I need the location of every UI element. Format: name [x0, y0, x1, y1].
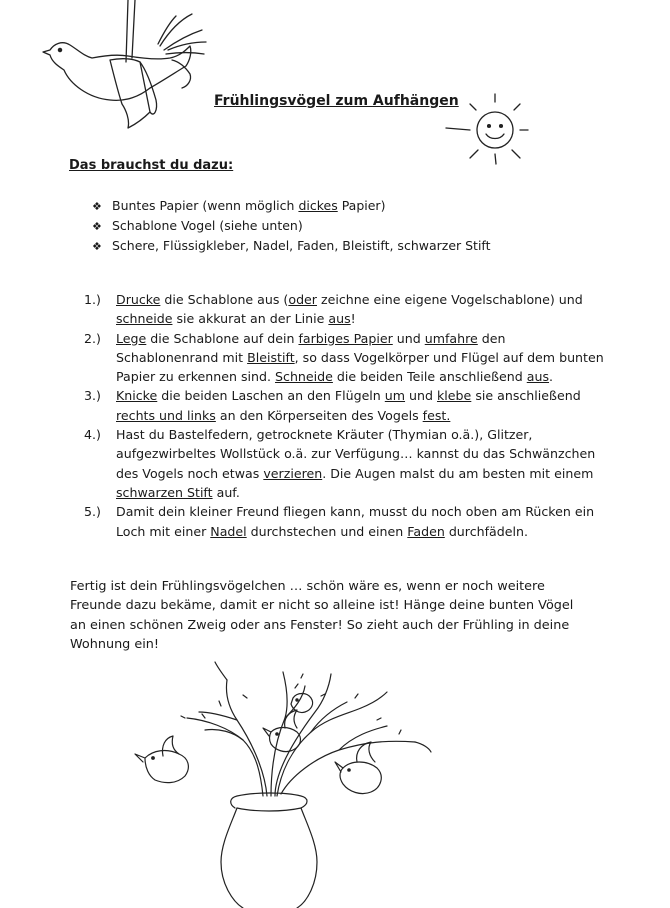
sun-illustration	[440, 88, 530, 173]
materials-heading: Das brauchst du dazu:	[69, 158, 234, 173]
step-item	[84, 290, 604, 329]
closing-paragraph: Fertig ist dein Frühlingsvögelchen … schön wäre es, wenn er noch weitere Freunde dazu bekäme, damit er nicht so alleine ist! Hänge deine bunten Vögel an einen schönen Zweig oder ans Fenster! So zieht auch der Frühling in deine Wohnung ein!	[70, 579, 574, 653]
material-emphasis: dickes	[298, 198, 338, 213]
step-number: 3.)	[84, 388, 101, 404]
vase-branches-birds-illustration	[125, 658, 435, 908]
step-text: Knicke die beiden Laschen an den Flügeln um und klebe sie anschließend rechts und links an den Körperseiten des Vogels fest.	[116, 388, 581, 423]
bullet-icon: ❖	[92, 200, 102, 213]
step-number: 2.)	[84, 330, 101, 346]
material-text: Buntes Papier (wenn möglich	[112, 198, 299, 213]
list-item	[92, 216, 491, 236]
list-item	[92, 196, 491, 216]
step-text: Lege die Schablone auf dein farbiges Papier und umfahre den Schablonenrand mit Bleistift, so dass Vogelkörper und Flügel auf dem bunten Papier zu erkennen sind. Schneide die beiden Teile anschließend aus.	[116, 330, 604, 385]
step-text: Damit dein kleiner Freund fliegen kann, musst du noch oben am Rücken ein Loch mit einer Nadel durchstechen und einen Faden durchfädeln.	[116, 504, 595, 539]
step-number: 5.)	[84, 504, 101, 520]
material-text: Schere, Flüssigkleber, Nadel, Faden, Bleistift, schwarzer Stift	[112, 238, 491, 253]
bullet-icon: ❖	[92, 240, 102, 253]
materials-list	[92, 196, 491, 256]
step-item	[84, 329, 604, 387]
page-title: Frühlingsvögel zum Aufhängen	[214, 93, 459, 109]
step-text: Hast du Bastelfedern, getrocknete Kräuter (Thymian o.ä.), Glitzer, aufgezwirbeltes Wollstück o.ä. zur Verfügung… kannst du das Schwänzchen des Vogels noch etwas verzieren. Die Augen malst du am besten mit einem schwarzen Stift auf.	[116, 427, 596, 500]
bullet-icon: ❖	[92, 220, 102, 233]
material-text: Papier)	[337, 198, 386, 213]
step-item	[84, 502, 604, 541]
list-item	[92, 236, 491, 256]
paper-bird-illustration	[40, 0, 210, 135]
step-number: 4.)	[84, 427, 101, 443]
step-text: Drucke die Schablone aus (oder zeichne eine eigene Vogelschablone) und schneide sie akkurat an der Linie aus!	[116, 292, 583, 327]
instruction-steps	[84, 290, 604, 541]
step-item	[84, 425, 604, 502]
step-item	[84, 386, 604, 425]
step-number: 1.)	[84, 292, 101, 307]
material-text: Schablone Vogel (siehe unten)	[112, 218, 303, 233]
